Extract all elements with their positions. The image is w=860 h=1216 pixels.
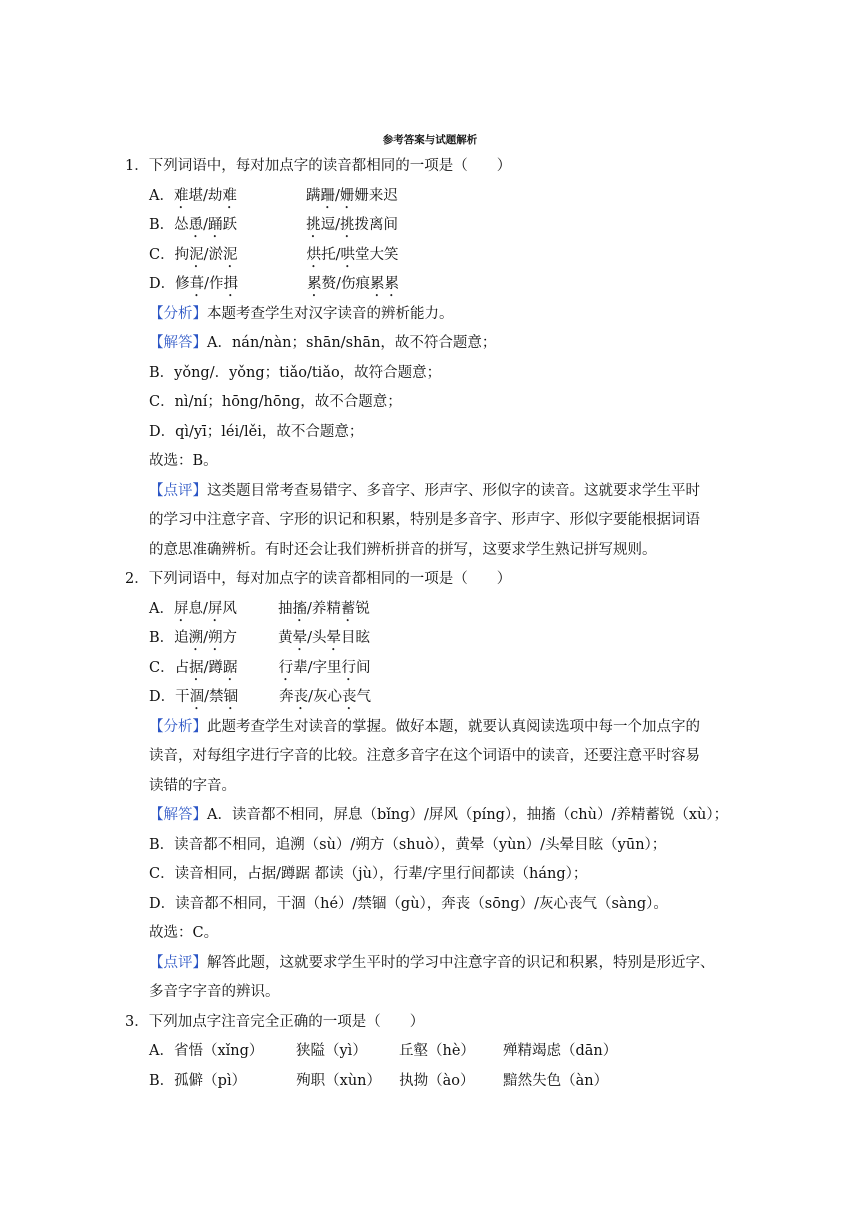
q2-comment-line: 多音字字音的辨识。 xyxy=(149,984,280,1000)
q2-analysis-line: 读错的字音。 xyxy=(149,777,236,794)
q2-analysis-line: 读音，对每组字进行字音的比较。注意多音字在这个词语中的读音，还要注意平时容易 xyxy=(149,748,700,764)
analysis-tag: 【分析】 xyxy=(149,305,207,322)
q1-option-a: A．难堪/劫难 蹒跚/姗姗来迟 xyxy=(149,187,398,204)
comment-tag: 【点评】 xyxy=(149,482,207,499)
q2-answer-line: D．读音都不相同，干涸（hé）/禁锢（gù），奔丧（sōng）/灰心丧气（sàng）。 xyxy=(149,895,668,912)
q2-answer-line: 【解答】A．读音都不相同，屏息（bǐng）/屏风（píng），抽搐（chù）/养精蓄锐（xù）； xyxy=(149,807,729,823)
q2-comment: 【点评】解答此题，这就要求学生平时的学习中注意字音的识记和积累，特别是形近字、 xyxy=(149,954,715,971)
q2-option-c: C．占据/蹲踞 行辈/字里行间 xyxy=(149,659,371,676)
q1-comment-line: 的学习中注意字音、字形的识记和积累，特别是多音字、形声字、形似字要能根据词语 xyxy=(149,512,700,528)
document-body xyxy=(125,152,745,1096)
q2-option-b: B．追溯/朔方 黄晕/头晕目眩 xyxy=(149,630,371,646)
q1-answer-line: B．yǒng/．yǒng；tiǎo/tiǎo，故符合题意； xyxy=(149,364,442,381)
q3-option-b: B．孤僻（pì） 殉职（xùn） 执拗（ào） 黯然失色（àn） xyxy=(149,1072,609,1089)
q2-option-a: A．屏息/屏风 抽搐/养精蓄锐 xyxy=(149,600,370,617)
q1-answer-line: 【解答】A．nán/nàn；shān/shān，故不符合题意； xyxy=(149,335,497,351)
q1-stem: 1．下列词语中，每对加点字的读音都相同的一项是（ ） xyxy=(125,158,512,174)
q2-analysis: 【分析】此题考查学生对读音的掌握。做好本题，就要认真阅读选项中每一个加点字的 xyxy=(149,718,700,735)
q1-answer-line: C．nì/ní；hōng/hōng，故不合题意； xyxy=(149,394,402,410)
q2-answer-line: C．读音相同，占据/蹲踞 都读（jù），行辈/字里行间都读（háng）； xyxy=(149,866,588,882)
q1-option-b: B．怂恿/踊跃 挑逗/挑拨离间 xyxy=(149,217,399,233)
q2-answer-line: B．读音都不相同，追溯（sù）/朔方（shuò），黄晕（yùn）/头晕目眩（yūn）； xyxy=(149,836,667,853)
comment-tag: 【点评】 xyxy=(149,954,207,971)
q1-answer-choice: 故选：B。 xyxy=(149,453,218,469)
page-title: 参考答案与试题解析 xyxy=(382,134,478,146)
q2-answer-choice: 故选：C。 xyxy=(149,925,219,941)
q1-answer-line: D．qì/yī；léi/lěi，故不合题意； xyxy=(149,423,364,440)
answer-tag: 【解答】 xyxy=(149,335,207,351)
q3-option-a: A．省悟（xǐng） 狭隘（yì） 丘壑（hè） 殚精竭虑（dān） xyxy=(149,1043,618,1059)
q1-comment: 【点评】这类题目常考查易错字、多音字、形声字、形似字的读音。这就要求学生平时 xyxy=(149,482,700,499)
q1-analysis: 【分析】本题考查学生对汉字读音的辨析能力。 xyxy=(149,305,454,322)
q1-option-c: C．拘泥/淤泥 烘托/哄堂大笑 xyxy=(149,246,399,263)
q1-option-d: D．修葺/作揖 累赘/伤痕累累 xyxy=(149,276,400,292)
analysis-tag: 【分析】 xyxy=(149,718,207,735)
answer-tag: 【解答】 xyxy=(149,807,207,823)
q2-option-d: D．干涸/禁锢 奔丧/灰心丧气 xyxy=(149,689,372,705)
q2-stem: 2．下列词语中，每对加点字的读音都相同的一项是（ ） xyxy=(125,571,512,587)
q1-comment-line: 的意思准确辨析。有时还会让我们辨析拼音的拼写，这要求学生熟记拼写规则。 xyxy=(149,541,657,558)
q3-stem: 3．下列加点字注音完全正确的一项是（ ） xyxy=(125,1013,425,1030)
